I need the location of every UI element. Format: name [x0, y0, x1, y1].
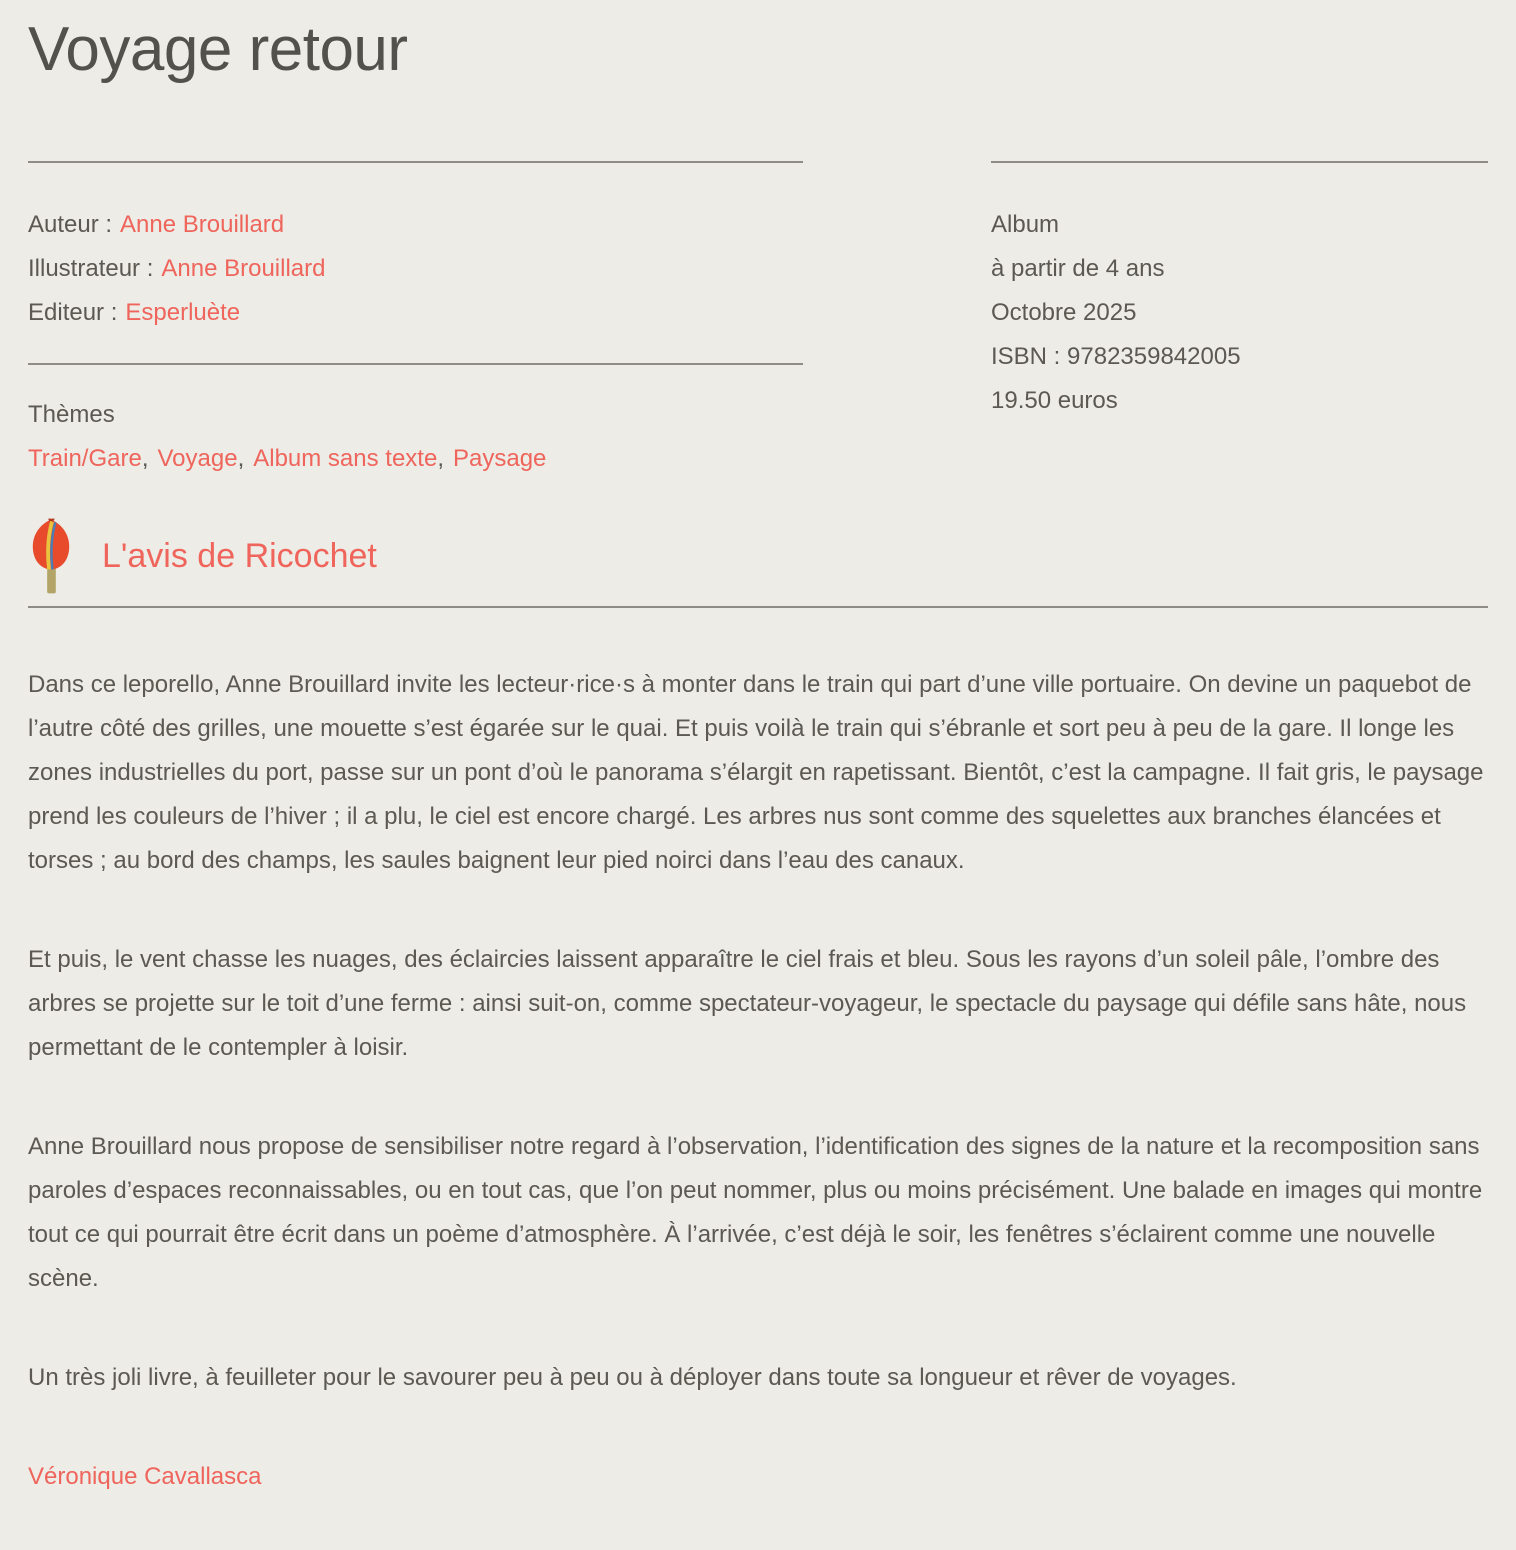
- theme-link-voyage[interactable]: Voyage: [157, 445, 238, 473]
- price: 19.50 euros: [991, 387, 1118, 415]
- reviewer-link[interactable]: Véronique Cavallasca: [28, 1463, 262, 1491]
- themes-links: [28, 437, 803, 481]
- publication-date: Octobre 2025: [991, 299, 1137, 327]
- author-row: [28, 203, 803, 247]
- reviewer-row: [28, 1455, 1488, 1499]
- age-range: à partir de 4 ans: [991, 255, 1165, 283]
- theme-link-album-sans-texte[interactable]: Album sans texte: [253, 445, 438, 473]
- divider: [28, 606, 1488, 608]
- review-paragraph: Et puis, le vent chasse les nuages, des éclaircies laissent apparaître le ciel frais et bleu. Sous les rayons d’un soleil pâle, l’ombre des arbres se projette sur le toit d’une ferme : ainsi suit-on, comme spectateur-voyageur, le spectacle du paysage qui défile sans hâte, nous permettant de le contempler à loisir.: [28, 946, 1467, 1062]
- author-link[interactable]: Anne Brouillard: [120, 211, 285, 239]
- tulip-icon: [28, 516, 74, 596]
- review-paragraph: Anne Brouillard nous propose de sensibiliser notre regard à l’observation, l’identification des signes de la nature et la recomposition sans paroles d’espaces reconnaissables, ou en tout cas, que l’on peut nommer, plus ou moins précisément. Une balade en images qui montre tout ce qui pourrait être écrit dans un poème d’atmosphère. À l’arrivée, c’est déjà le soir, les fenêtres s’éclairent comme une nouvelle scène.: [28, 1133, 1483, 1293]
- page-title: Voyage retour: [28, 15, 408, 84]
- credits-box: [28, 161, 803, 365]
- book-details-column: [991, 161, 1488, 423]
- publisher-label: Editeur :: [28, 299, 118, 327]
- theme-separator: ,: [141, 445, 149, 473]
- illustrator-link[interactable]: Anne Brouillard: [161, 255, 326, 283]
- author-label: Auteur :: [28, 211, 113, 239]
- review-body: [28, 663, 1488, 1499]
- review-section-title: L'avis de Ricochet: [102, 536, 377, 575]
- review-paragraph: Dans ce leporello, Anne Brouillard invite les lecteur·rice·s à monter dans le train qui part d’une ville portuaire. On devine un paquebot de l’autre côté des grilles, une mouette s’est égarée sur le quai. Et puis voilà le train qui s’ébranle et sort peu à peu de la gare. Il longe les zones industrielles du port, passe sur un pont d’où le panorama s’élargit en rapetissant. Bientôt, c’est la campagne. Il fait gris, le paysage prend les couleurs de l’hiver ; il a plu, le ciel est encore chargé. Les arbres nus sont comme des squelettes aux branches élancées et torses ; au bord des champs, les saules baignent leur pied noirci dans l’eau des canaux.: [28, 671, 1484, 875]
- book-info-section: [28, 161, 1488, 481]
- themes-label: Thèmes: [28, 401, 115, 429]
- publisher-row: [28, 291, 803, 335]
- publisher-link[interactable]: Esperluète: [125, 299, 241, 327]
- themes-block: [28, 393, 803, 481]
- review-section-header: [28, 516, 1488, 596]
- isbn: ISBN : 9782359842005: [991, 343, 1241, 371]
- illustrator-row: [28, 247, 803, 291]
- theme-link-train-gare[interactable]: Train/Gare: [28, 445, 142, 473]
- review-paragraph: Un très joli livre, à feuilleter pour le savourer peu à peu ou à déployer dans toute sa longueur et rêver de voyages.: [28, 1364, 1237, 1392]
- theme-link-paysage[interactable]: Paysage: [453, 445, 547, 473]
- page-content: [0, 14, 1516, 1499]
- book-credits-column: [28, 161, 803, 481]
- illustrator-label: Illustrateur :: [28, 255, 154, 283]
- book-format: Album: [991, 211, 1060, 239]
- theme-separator: ,: [437, 445, 444, 473]
- theme-separator: ,: [237, 445, 245, 473]
